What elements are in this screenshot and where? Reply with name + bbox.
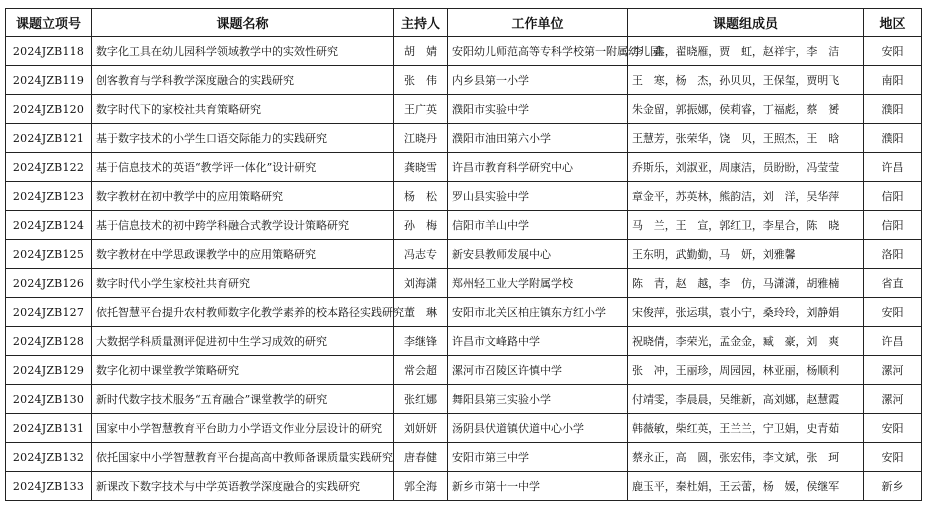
project-code-cell: 2024JZB132 (6, 443, 92, 472)
project-code-cell: 2024JZB127 (6, 298, 92, 327)
table-row (6, 95, 922, 124)
host-cell: 龚晓雪 (394, 153, 448, 182)
host-cell: 董 琳 (394, 298, 448, 327)
work-unit-cell: 漯河市召陵区许慎中学 (448, 356, 628, 385)
area-cell: 安阳 (864, 37, 922, 66)
members-cell: 蔡永正，高 圆，张宏伟，李文斌，张 珂 (628, 443, 864, 472)
host-cell: 胡 婧 (394, 37, 448, 66)
area-cell: 洛阳 (864, 240, 922, 269)
work-unit-cell: 濮阳市实验中学 (448, 95, 628, 124)
project-code-cell: 2024JZB121 (6, 124, 92, 153)
area-cell: 新乡 (864, 472, 922, 501)
area-cell: 南阳 (864, 66, 922, 95)
area-cell: 濮阳 (864, 95, 922, 124)
members-cell: 王 寒，杨 杰，孙贝贝，王保玺，贾明飞 (628, 66, 864, 95)
area-cell: 信阳 (864, 182, 922, 211)
members-cell: 王东明，武勤勤，马 妍，刘雅馨 (628, 240, 864, 269)
table-row (6, 124, 922, 153)
members-cell: 鹿玉平，秦杜娟，王云蕾，杨 媛，侯继军 (628, 472, 864, 501)
area-cell: 安阳 (864, 298, 922, 327)
area-cell: 安阳 (864, 414, 922, 443)
table-row (6, 211, 922, 240)
members-cell: 章金平，苏英林，熊韵洁，刘 洋，吴华萍 (628, 182, 864, 211)
project-title-cell: 基于数字技术的小学生口语交际能力的实践研究 (92, 124, 394, 153)
project-code-cell: 2024JZB118 (6, 37, 92, 66)
header-host: 主持人 (394, 9, 448, 37)
area-cell: 漯河 (864, 385, 922, 414)
project-table (5, 8, 922, 501)
members-cell: 张 冲，王丽珍，周园园，林亚丽，杨顺利 (628, 356, 864, 385)
host-cell: 江晓丹 (394, 124, 448, 153)
project-title-cell: 数字时代小学生家校社共育研究 (92, 269, 394, 298)
project-title-cell: 数字时代下的家校社共育策略研究 (92, 95, 394, 124)
members-cell: 李 鑫，翟晓雁，贾 虹，赵祥宇，李 洁 (628, 37, 864, 66)
work-unit-cell: 濮阳市油田第六小学 (448, 124, 628, 153)
host-cell: 杨 松 (394, 182, 448, 211)
table-row (6, 182, 922, 211)
members-cell: 马 兰，王 宣，郭红卫，李星合，陈 晓 (628, 211, 864, 240)
project-code-cell: 2024JZB133 (6, 472, 92, 501)
members-cell: 陈 青，赵 越，李 仿，马潇潇，胡雅楠 (628, 269, 864, 298)
header-title: 课题名称 (92, 9, 394, 37)
table-row (6, 240, 922, 269)
table-row (6, 269, 922, 298)
table-row (6, 37, 922, 66)
host-cell: 刘海潇 (394, 269, 448, 298)
work-unit-cell: 郑州轻工业大学附属学校 (448, 269, 628, 298)
table-row (6, 327, 922, 356)
project-title-cell: 数字化工具在幼儿园科学领域教学中的实效性研究 (92, 37, 394, 66)
work-unit-cell: 信阳市羊山中学 (448, 211, 628, 240)
host-cell: 刘妍妍 (394, 414, 448, 443)
table-row (6, 66, 922, 95)
area-cell: 信阳 (864, 211, 922, 240)
project-code-cell: 2024JZB123 (6, 182, 92, 211)
table-row (6, 356, 922, 385)
project-title-cell: 数字教材在中学思政课教学中的应用策略研究 (92, 240, 394, 269)
project-code-cell: 2024JZB125 (6, 240, 92, 269)
work-unit-cell: 安阳市北关区柏庄镇东方红小学 (448, 298, 628, 327)
work-unit-cell: 安阳幼儿师范高等专科学校第一附属幼儿园 (448, 37, 628, 66)
work-unit-cell: 新安县教师发展中心 (448, 240, 628, 269)
project-title-cell: 基于信息技术的初中跨学科融合式教学设计策略研究 (92, 211, 394, 240)
project-title-cell: 大数据学科质量测评促进初中生学习成效的研究 (92, 327, 394, 356)
project-title-cell: 新时代数字技术服务“五育融合”课堂教学的研究 (92, 385, 394, 414)
project-code-cell: 2024JZB128 (6, 327, 92, 356)
area-cell: 濮阳 (864, 124, 922, 153)
area-cell: 漯河 (864, 356, 922, 385)
work-unit-cell: 安阳市第三中学 (448, 443, 628, 472)
project-table-container (5, 8, 922, 501)
header-members: 课题组成员 (628, 9, 864, 37)
area-cell: 省直 (864, 269, 922, 298)
project-title-cell: 依托智慧平台提升农村教师数字化教学素养的校本路径实践研究 (92, 298, 394, 327)
table-row (6, 414, 922, 443)
work-unit-cell: 许昌市教育科学研究中心 (448, 153, 628, 182)
project-code-cell: 2024JZB122 (6, 153, 92, 182)
members-cell: 宋俊萍，张运琪，袁小宁，桑玲玲，刘静娟 (628, 298, 864, 327)
header-row (6, 9, 922, 37)
project-code-cell: 2024JZB119 (6, 66, 92, 95)
host-cell: 李继锋 (394, 327, 448, 356)
area-cell: 安阳 (864, 443, 922, 472)
project-code-cell: 2024JZB120 (6, 95, 92, 124)
table-body (6, 37, 922, 501)
project-title-cell: 基于信息技术的英语“教学评一体化”设计研究 (92, 153, 394, 182)
project-code-cell: 2024JZB129 (6, 356, 92, 385)
project-title-cell: 数字教材在初中教学中的应用策略研究 (92, 182, 394, 211)
members-cell: 王慧芳，张荣华，饶 贝，王照杰，王 晗 (628, 124, 864, 153)
header-area: 地区 (864, 9, 922, 37)
members-cell: 朱金留，郭振娜，侯莉睿，丁福彪，蔡 赟 (628, 95, 864, 124)
table-row (6, 298, 922, 327)
members-cell: 乔斯乐，刘淑亚，周康洁，员盼盼，冯莹莹 (628, 153, 864, 182)
work-unit-cell: 罗山县实验中学 (448, 182, 628, 211)
host-cell: 王广英 (394, 95, 448, 124)
table-row (6, 472, 922, 501)
work-unit-cell: 汤阴县伏道镇伏道中心小学 (448, 414, 628, 443)
members-cell: 付靖雯，李晨晨，吴维新，高刘娜，赵慧霞 (628, 385, 864, 414)
project-title-cell: 新课改下数字技术与中学英语教学深度融合的实践研究 (92, 472, 394, 501)
members-cell: 韩薇敏，柴红英，王兰兰，宁卫娟，史青茹 (628, 414, 864, 443)
members-cell: 祝晓倩，李荣光，孟金金，臧 豪，刘 爽 (628, 327, 864, 356)
work-unit-cell: 新乡市第十一中学 (448, 472, 628, 501)
table-row (6, 153, 922, 182)
project-title-cell: 创客教育与学科教学深度融合的实践研究 (92, 66, 394, 95)
work-unit-cell: 舞阳县第三实验小学 (448, 385, 628, 414)
host-cell: 常会超 (394, 356, 448, 385)
host-cell: 孙 梅 (394, 211, 448, 240)
project-title-cell: 数字化初中课堂教学策略研究 (92, 356, 394, 385)
header-unit: 工作单位 (448, 9, 628, 37)
project-title-cell: 国家中小学智慧教育平台助力小学语文作业分层设计的研究 (92, 414, 394, 443)
work-unit-cell: 许昌市文峰路中学 (448, 327, 628, 356)
project-code-cell: 2024JZB130 (6, 385, 92, 414)
host-cell: 郭全海 (394, 472, 448, 501)
area-cell: 许昌 (864, 153, 922, 182)
host-cell: 冯志专 (394, 240, 448, 269)
table-row (6, 443, 922, 472)
work-unit-cell: 内乡县第一小学 (448, 66, 628, 95)
host-cell: 张红娜 (394, 385, 448, 414)
project-code-cell: 2024JZB131 (6, 414, 92, 443)
host-cell: 张 伟 (394, 66, 448, 95)
project-code-cell: 2024JZB126 (6, 269, 92, 298)
area-cell: 许昌 (864, 327, 922, 356)
host-cell: 唐春健 (394, 443, 448, 472)
project-code-cell: 2024JZB124 (6, 211, 92, 240)
project-title-cell: 依托国家中小学智慧教育平台提高高中教师备课质量实践研究 (92, 443, 394, 472)
table-row (6, 385, 922, 414)
header-code: 课题立项号 (6, 9, 92, 37)
